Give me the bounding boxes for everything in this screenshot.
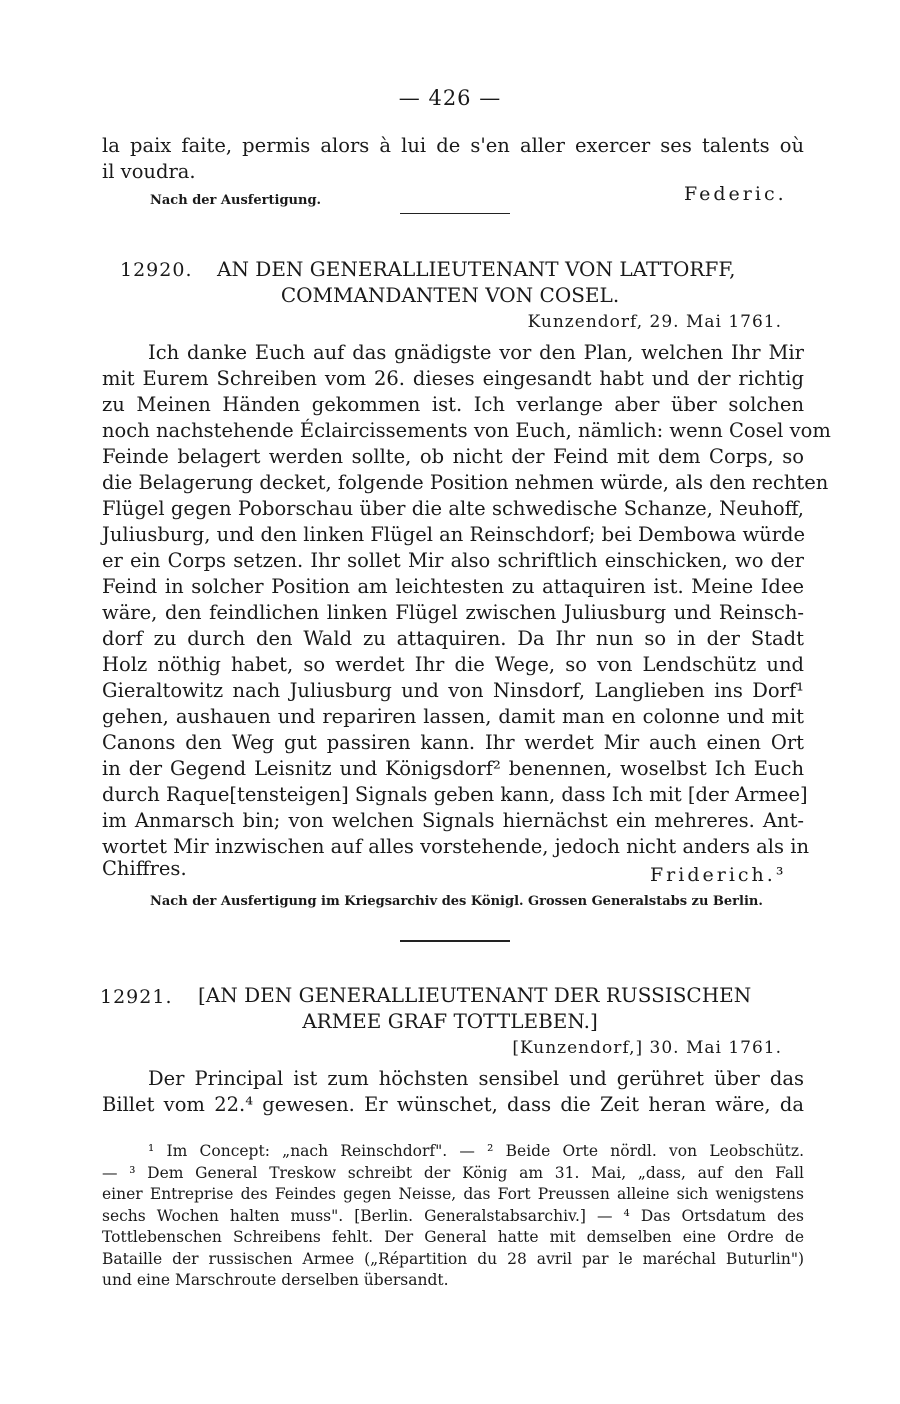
text-line: durch Raque[tensteigen] Signals geben kann, dass Ich mit [der Armee] <box>102 783 808 806</box>
text-line: Feind in solcher Position am leichtesten zu attaquiren ist. Meine Idee <box>102 575 804 598</box>
text-line: Flügel gegen Poborschau über die alte schwedische Schanze, Neuhoff, <box>102 497 804 520</box>
section-divider <box>400 940 510 942</box>
footnote-line: sechs Wochen halten muss". [Berlin. Generalstabsarchiv.] — ⁴ Das Ortsdatum des <box>102 1206 804 1225</box>
letter-number: 12921. <box>100 986 173 1008</box>
footnote-line: Bataille der russischen Armee („Répartition du 28 avril par le maréchal Buturlin") <box>102 1249 804 1268</box>
text-line: Juliusburg, und den linken Flügel an Reinschdorf; bei Dembowa würde <box>102 523 806 546</box>
text-line: wortet Mir inzwischen auf alles vorstehende, jedoch nicht anders als in <box>102 835 810 858</box>
letter-number: 12920. <box>120 259 193 281</box>
text-line: Holz nöthig habet, so werdet Ihr die Wege, so von Lendschütz und <box>102 653 804 676</box>
footnote-line: Tottlebenschen Schreibens fehlt. Der General hatte mit demselben eine Ordre de <box>102 1228 804 1246</box>
letter-heading: AN DEN GENERALLIEUTENANT VON LATTORFF, <box>217 257 736 281</box>
signature: Federic. <box>684 183 787 205</box>
footnote-line: einer Entreprise des Feindes gegen Neisse, das Fort Preussen alleine sich wenigstens <box>102 1185 804 1203</box>
text-line: la paix faite, permis alors à lui de s'en aller exercer ses talents où <box>102 134 804 157</box>
text-line: Gieraltowitz nach Juliusburg und von Ninsdorf, Langlieben ins Dorf¹ <box>102 679 804 702</box>
section-divider <box>400 213 510 214</box>
text-line: gehen, aushauen und repariren lassen, damit man en colonne und mit <box>102 705 804 728</box>
text-line: wäre, den feindlichen linken Flügel zwischen Juliusburg und Reinsch- <box>102 601 804 624</box>
text-line: zu Meinen Händen gekommen ist. Ich verlange aber über solchen <box>102 393 804 416</box>
source-note: Nach der Ausfertigung. <box>150 193 322 208</box>
letter-heading-line2: COMMANDANTEN VON COSEL. <box>280 283 620 307</box>
text-line: mit Eurem Schreiben vom 26. dieses eingesandt habt und der richtig <box>102 367 804 390</box>
text-line: er ein Corps setzen. Ihr sollet Mir also schriftlich einschicken, wo der <box>102 549 804 572</box>
text-line: Chiffres. <box>102 857 187 880</box>
letter-heading-line2: ARMEE GRAF TOTTLEBEN.] <box>302 1009 598 1033</box>
text-line: Canons den Weg gut passiren kann. Ihr werdet Mir auch einen Ort <box>102 731 804 754</box>
text-line: dorf zu durch den Wald zu attaquiren. Da Ihr nun so in der Stadt <box>102 627 804 650</box>
signature: Friderich.³ <box>650 864 787 886</box>
text-line: in der Gegend Leisnitz und Königsdorf² benennen, woselbst Ich Euch <box>102 757 804 780</box>
letter-heading: [AN DEN GENERALLIEUTENANT DER RUSSISCHEN <box>198 983 752 1007</box>
text-line: Der Principal ist zum höchsten sensibel und gerühret über das <box>148 1067 804 1090</box>
source-note: Nach der Ausfertigung im Kriegsarchiv des Königl. Grossen Generalstabs zu Berlin. <box>150 894 763 909</box>
text-line: Ich danke Euch auf das gnädigste vor den Plan, welchen Ihr Mir <box>148 341 804 364</box>
footnote-line: und eine Marschroute derselben übersandt. <box>102 1271 449 1289</box>
place-date: [Kunzendorf,] 30. Mai 1761. <box>512 1038 782 1058</box>
text-line: Feinde belagert werden sollte, ob nicht der Feind mit dem Corps, so <box>102 445 804 468</box>
text-line: Billet vom 22.⁴ gewesen. Er wünschet, dass die Zeit heran wäre, da <box>102 1093 804 1116</box>
text-line: die Belagerung decket, folgende Position nehmen würde, als den rechten <box>102 471 829 494</box>
text-line: noch nachstehende Éclaircissements von Euch, nämlich: wenn Cosel vom <box>102 419 831 442</box>
footnote-line: ¹ Im Concept: „nach Reinschdorf". — ² Beide Orte nördl. von Leobschütz. <box>148 1142 804 1160</box>
text-line: il voudra. <box>102 160 196 183</box>
footnote-line: — ³ Dem General Treskow schreibt der König am 31. Mai, „dass, auf den Fall <box>102 1163 804 1182</box>
place-date: Kunzendorf, 29. Mai 1761. <box>527 312 782 332</box>
text-line: im Anmarsch bin; von welchen Signals hiernächst ein mehreres. Ant- <box>102 809 804 832</box>
page-number: — 426 — <box>398 86 502 110</box>
